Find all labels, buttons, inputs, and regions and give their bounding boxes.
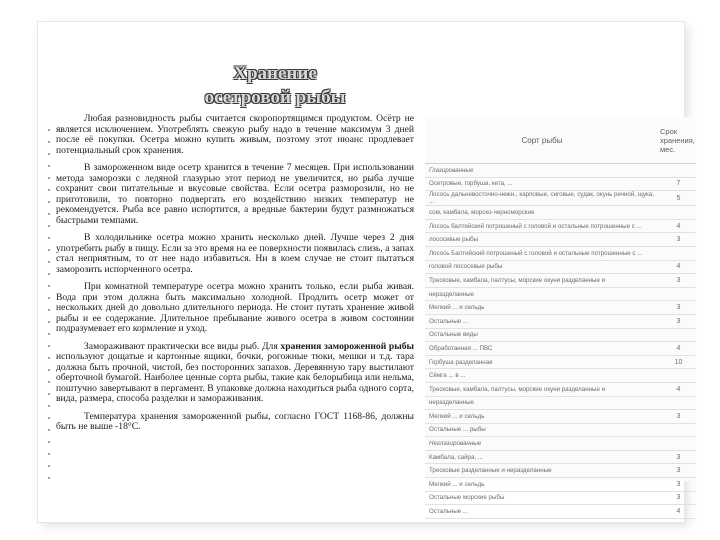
fish-type-cell: Сёмга ... в ... — [425, 369, 659, 383]
storage-table-image — [425, 117, 696, 516]
fish-type-cell: Мелкий ... и сельдь — [425, 478, 659, 492]
term-cell — [659, 328, 696, 342]
fish-type-cell: головой лососевые рыбы — [425, 260, 659, 274]
fish-type-cell: Лосось Балтийский потрошеный с головой и остальные потрошенные с ... — [425, 246, 659, 260]
term-cell — [659, 396, 696, 410]
table-row — [425, 219, 696, 233]
fish-type-cell: неразделанные — [425, 287, 659, 301]
term-cell — [659, 246, 696, 260]
term-cell: 10 — [659, 355, 696, 369]
table-row — [425, 478, 696, 492]
paragraph: При комнатной температуре осетра можно хранить только, если рыба живая. Вода при этом должна быть максимально холодной. Продлить осетр может от нескольких дней до довольно длительного периода. Не стоит путать хранение живой рыбы и ее содержание. Длительное пребывание живого осетра в живом состоянии подразумевает его кормление и уход. — [56, 281, 414, 334]
term-cell — [659, 206, 696, 220]
table-row — [425, 328, 696, 342]
table-row — [425, 464, 696, 478]
fish-type-cell: Остальные ... рыбы — [425, 423, 659, 437]
title-line-2: осетровой рыбы — [204, 87, 346, 108]
table-row — [425, 233, 696, 247]
term-cell: 3 — [659, 314, 696, 328]
table-row — [425, 396, 696, 410]
fish-type-cell: Лосось балтийский потрошеный с головой и остальные потрошенные с ... — [425, 219, 659, 233]
table-row — [425, 191, 696, 206]
term-cell — [659, 287, 696, 301]
fish-type-cell: Глазированные — [425, 164, 659, 178]
bold-phrase: хранения замороженной рыбы — [280, 340, 414, 352]
table-row — [425, 274, 696, 288]
table-body — [425, 164, 696, 519]
term-cell — [659, 437, 696, 451]
term-cell: 4 — [659, 219, 696, 233]
paragraph: В холодильнике осетра можно хранить несколько дней. Лучше через 2 дня употребить рыбу в пищу. Если за это время на ее поверхности появилась слизь, а запах стал неприятным, то от нее надо избавиться. Ни в коем случае не стоит пытаться заморозить испорченного осетра. — [56, 232, 414, 275]
table-row — [425, 342, 696, 356]
table-row — [425, 410, 696, 424]
paragraph: В замороженном виде осетр хранится в течение 7 месяцев. При использовании метода заморозки с ледяной глазурью этот период не увеличится, но рыба лучше сохранит свои питательные и вкусовые свойства. Если осетра разморозили, но не приготовили, то повторно подвергать его воздействию низких температур не рекомендуется. Рыба все равно испортится, а вредные бактерии будут размножаться быстрыми темпами. — [56, 162, 414, 226]
table-row — [425, 505, 696, 519]
paragraph: Замораживают практически все виды рыб. Для хранения замороженной рыбы используют дощатые и картонные ящики, бочки, рогожные тюки, мешки и т.д. тара должна быть прочной, чистой, без посторонних запахов. Деревянную тару выстилают оберточной бумагой. Наиболее ценные сорта рыбы, такие как белорыбица или нельма, поштучно завертывают в пергамент. В упаковке должна находиться рыба одного сорта, вида, размера, способа разделки и замораживания. — [56, 340, 414, 404]
decorative-dots — [47, 124, 51, 484]
paragraph: Любая разновидность рыбы считается скоропортящимся продуктом. Осётр не является исключением. Употреблять свежую рыбу надо в течение максимум 3 дней после её покупки. Осетра можно купить живым, поэтому этот нюанс продлевает потенциальный срок хранения. — [56, 113, 414, 156]
fish-type-cell: Камбала, сайра, ... — [425, 450, 659, 464]
term-cell — [659, 423, 696, 437]
column-header-fish-type: Сорт рыбы — [425, 117, 659, 164]
table-row — [425, 369, 696, 383]
table-row — [425, 246, 696, 260]
term-cell: 5 — [659, 191, 696, 206]
term-cell: 4 — [659, 382, 696, 396]
fish-type-cell: Тресковые разделанные и неразделанные — [425, 464, 659, 478]
term-cell: 4 — [659, 260, 696, 274]
term-cell — [659, 164, 696, 178]
table-row — [425, 177, 696, 191]
fish-type-cell: Остальные виды — [425, 328, 659, 342]
term-cell: 7 — [659, 177, 696, 191]
table-row — [425, 164, 696, 178]
table-row — [425, 301, 696, 315]
term-cell: 3 — [659, 450, 696, 464]
term-cell: 3 — [659, 491, 696, 505]
term-cell: 4 — [659, 505, 696, 519]
fish-type-cell: Остальные ... — [425, 314, 659, 328]
term-cell: 3 — [659, 464, 696, 478]
fish-type-cell: Обработанная ... ПВС — [425, 342, 659, 356]
table-row — [425, 450, 696, 464]
fish-type-cell: Неглазированные — [425, 437, 659, 451]
table-row — [425, 355, 696, 369]
term-cell: 3 — [659, 410, 696, 424]
fish-type-cell: Остальные морские рыбы — [425, 491, 659, 505]
fish-type-cell: неразделанные — [425, 396, 659, 410]
column-header-term: Срок хранения, мес. — [659, 117, 696, 164]
fish-type-cell: Остальные ... — [425, 505, 659, 519]
fish-type-cell: Лосось дальневосточно-нежн., карповые, сиговые, судак, окунь речной, щука, ... — [425, 191, 659, 206]
table-row — [425, 382, 696, 396]
table-row — [425, 423, 696, 437]
table-row — [425, 314, 696, 328]
fish-type-cell: сом, камбала, морско-черноморские — [425, 206, 659, 220]
storage-table — [425, 117, 696, 519]
term-cell: 3 — [659, 301, 696, 315]
fish-type-cell: Осетровые, горбуша, кета, ... — [425, 177, 659, 191]
slide-title — [170, 62, 380, 110]
table-row — [425, 437, 696, 451]
term-cell: 3 — [659, 274, 696, 288]
body-text — [56, 114, 414, 440]
fish-type-cell: Мелкий ... и сельдь — [425, 301, 659, 315]
term-cell: 3 — [659, 233, 696, 247]
table-row — [425, 206, 696, 220]
term-cell — [659, 369, 696, 383]
table-row — [425, 491, 696, 505]
table-row — [425, 287, 696, 301]
fish-type-cell: Тресковые, камбала, палтусы, морские окуни разделанные и — [425, 274, 659, 288]
term-cell: 4 — [659, 342, 696, 356]
table-row — [425, 260, 696, 274]
fish-type-cell: лососевые рыбы — [425, 233, 659, 247]
fish-type-cell: Горбуша разделанная — [425, 355, 659, 369]
paragraph: Температура хранения замороженной рыбы, согласно ГОСТ 1168-86, должны быть не выше -18°С. — [56, 410, 414, 432]
fish-type-cell: Мелкий ... и сельдь — [425, 410, 659, 424]
term-cell: 3 — [659, 478, 696, 492]
title-line-1: Хранение — [233, 63, 317, 84]
fish-type-cell: Тресковые, камбала, палтусы, морские окуни разделанные и — [425, 382, 659, 396]
